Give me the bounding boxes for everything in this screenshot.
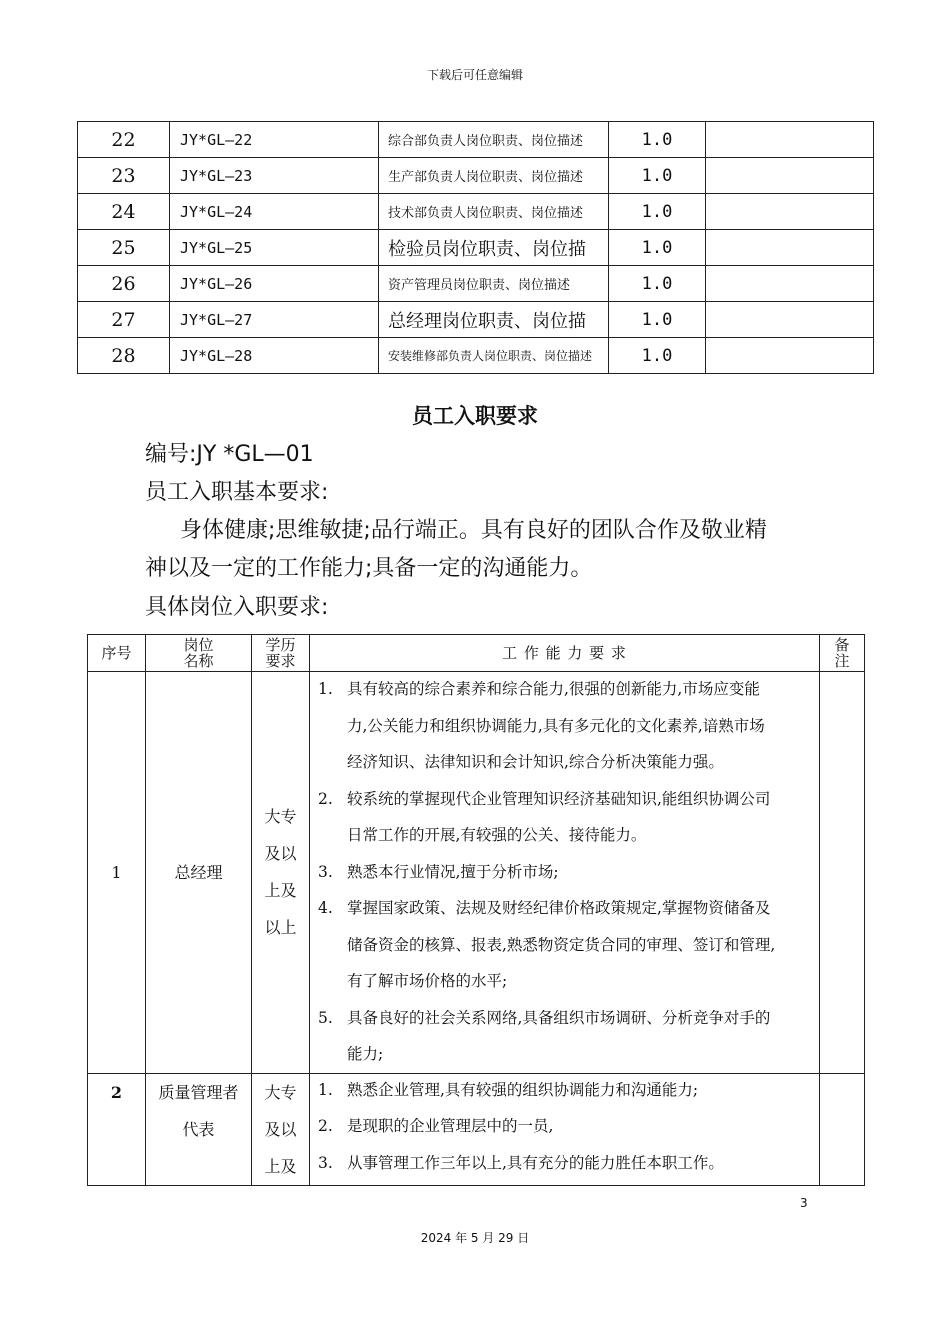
requirement-line: 能力;: [347, 1045, 384, 1063]
doc-name: 检验员岗位职责、岗位描: [379, 230, 609, 266]
doc-number: 28: [78, 338, 170, 374]
table-row: [88, 672, 865, 1074]
code-line: 编号:JY *GL—01: [145, 442, 314, 467]
basic-requirements-line-2: 神以及一定的工作能力;具备一定的沟通能力。: [145, 556, 593, 581]
doc-number: 22: [78, 122, 170, 158]
row-post: 总经理: [146, 672, 252, 1074]
doc-code: JY*GL—27: [170, 302, 379, 338]
requirement-line: 力,公关能力和组织协调能力,具有多元化的文化素养,谙熟市场: [347, 716, 765, 735]
doc-name: 安装维修部负责人岗位职责、岗位描述: [379, 338, 609, 374]
row-remark: [820, 1073, 865, 1185]
cell-line: 及以: [264, 1119, 297, 1139]
cell-line: 质量管理者: [158, 1082, 239, 1102]
doc-remark: [706, 302, 874, 338]
row-ability-requirements: [310, 672, 820, 1074]
row-remark: [820, 672, 865, 1074]
doc-code: JY*GL—26: [170, 266, 379, 302]
doc-version: 1.0: [609, 302, 706, 338]
table-header-row: [88, 635, 865, 672]
row-no: 1: [88, 672, 146, 1074]
basic-requirements-line-1: 身体健康;思维敏捷;品行端正。具有良好的团队合作及敬业精: [180, 518, 767, 543]
requirement-number: 1.: [318, 1080, 333, 1099]
doc-code: JY*GL—23: [170, 158, 379, 194]
requirement-number: 2.: [318, 789, 333, 808]
requirement-line: 是现职的企业管理层中的一员,: [347, 1117, 554, 1135]
doc-number: 23: [78, 158, 170, 194]
row-ability-requirements: [310, 1073, 820, 1185]
table-row: [88, 1073, 865, 1185]
doc-remark: [706, 194, 874, 230]
requirement-number: 2.: [318, 1117, 333, 1135]
cell-line: 大专: [264, 807, 297, 827]
cell-line: 上及: [264, 881, 297, 901]
requirement-line: 储备资金的核算、报表,熟悉物资定货合同的审理、签订和管理,: [347, 935, 776, 954]
doc-version: 1.0: [609, 230, 706, 266]
doc-name: 综合部负责人岗位职责、岗位描述: [379, 122, 609, 158]
doc-code: JY*GL—28: [170, 338, 379, 374]
cell-line: 代表: [182, 1119, 215, 1139]
doc-number: 24: [78, 194, 170, 230]
cell-line: 以上: [264, 918, 297, 938]
table-row: [78, 230, 874, 266]
requirement-item: [310, 890, 819, 1000]
header-ability: 工 作 能 力 要 求: [310, 635, 820, 672]
requirement-number: 4.: [318, 899, 333, 917]
requirement-line: 有了解市场价格的水平;: [347, 972, 508, 990]
table-row: [78, 266, 874, 302]
doc-version: 1.0: [609, 266, 706, 302]
doc-version: 1.0: [609, 194, 706, 230]
basic-requirements-heading: 员工入职基本要求:: [145, 480, 329, 505]
requirement-item: [310, 1145, 819, 1182]
requirement-line: 具有较高的综合素养和综合能力,很强的创新能力,市场应变能: [347, 680, 760, 698]
doc-number: 26: [78, 266, 170, 302]
section-title: 员工入职要求: [412, 404, 538, 428]
doc-number: 27: [78, 302, 170, 338]
requirement-item: [310, 854, 819, 891]
requirement-number: 3.: [318, 862, 333, 881]
requirement-line: 经济知识、法律知识和会计知识,综合分析决策能力强。: [347, 753, 724, 771]
requirement-item: [310, 671, 819, 781]
requirement-number: 3.: [318, 1153, 333, 1172]
requirement-line: 掌握国家政策、法规及财经纪律价格政策规定,掌握物资储备及: [347, 899, 771, 917]
doc-code: JY*GL—25: [170, 230, 379, 266]
specific-requirements-heading: 具体岗位入职要求:: [145, 595, 329, 620]
doc-code: JY*GL—22: [170, 122, 379, 158]
requirement-line: 日常工作的开展,有较强的公关、接待能力。: [347, 826, 647, 844]
doc-remark: [706, 158, 874, 194]
doc-version: 1.0: [609, 122, 706, 158]
doc-version: 1.0: [609, 338, 706, 374]
header-remark: 备 注: [820, 635, 865, 672]
doc-code: JY*GL—24: [170, 194, 379, 230]
doc-remark: [706, 338, 874, 374]
requirement-line: 熟悉本行业情况,擅于分析市场;: [347, 862, 559, 881]
requirement-item: [310, 1000, 819, 1073]
cell-line: 上及: [264, 1156, 297, 1176]
table-row: [78, 158, 874, 194]
footer-date: 2024 年 5 月 29 日: [420, 1231, 530, 1245]
doc-name: 总经理岗位职责、岗位描: [379, 302, 609, 338]
requirement-item: [310, 1072, 819, 1109]
table-row: [78, 338, 874, 374]
requirement-item: [310, 781, 819, 854]
doc-name: 资产管理员岗位职责、岗位描述: [379, 266, 609, 302]
row-no: 2: [88, 1073, 146, 1185]
requirement-line: 从事管理工作三年以上,具有充分的能力胜任本职工作。: [347, 1153, 724, 1172]
header-education: 学历 要求: [252, 635, 310, 672]
row-education: [252, 672, 310, 1074]
doc-remark: [706, 266, 874, 302]
header-no: 序号: [88, 635, 146, 672]
cell-line: 大专: [264, 1082, 297, 1102]
position-requirements-table: [87, 634, 865, 1186]
doc-name: 技术部负责人岗位职责、岗位描述: [379, 194, 609, 230]
doc-number: 25: [78, 230, 170, 266]
table-row: [78, 302, 874, 338]
requirement-item: [310, 1108, 819, 1145]
cell-line: 及以: [264, 844, 297, 864]
page-header: 下载后可任意编辑: [426, 68, 523, 82]
doc-name: 生产部负责人岗位职责、岗位描述: [379, 158, 609, 194]
doc-remark: [706, 122, 874, 158]
page-number: 3: [800, 1196, 808, 1210]
doc-version: 1.0: [609, 158, 706, 194]
requirement-number: 5.: [318, 1008, 333, 1027]
requirement-line: 熟悉企业管理,具有较强的组织协调能力和沟通能力;: [347, 1080, 699, 1099]
row-post: [146, 1073, 252, 1185]
requirement-number: 1.: [318, 680, 333, 698]
doc-remark: [706, 230, 874, 266]
document-list-table: [77, 121, 874, 374]
row-education: [252, 1073, 310, 1185]
requirement-line: 具备良好的社会关系网络,具备组织市场调研、分析竞争对手的: [347, 1008, 771, 1027]
table-row: [78, 194, 874, 230]
requirement-line: 较系统的掌握现代企业管理知识经济基础知识,能组织协调公司: [347, 789, 771, 808]
table-row: [78, 122, 874, 158]
header-post: 岗位 名称: [146, 635, 252, 672]
